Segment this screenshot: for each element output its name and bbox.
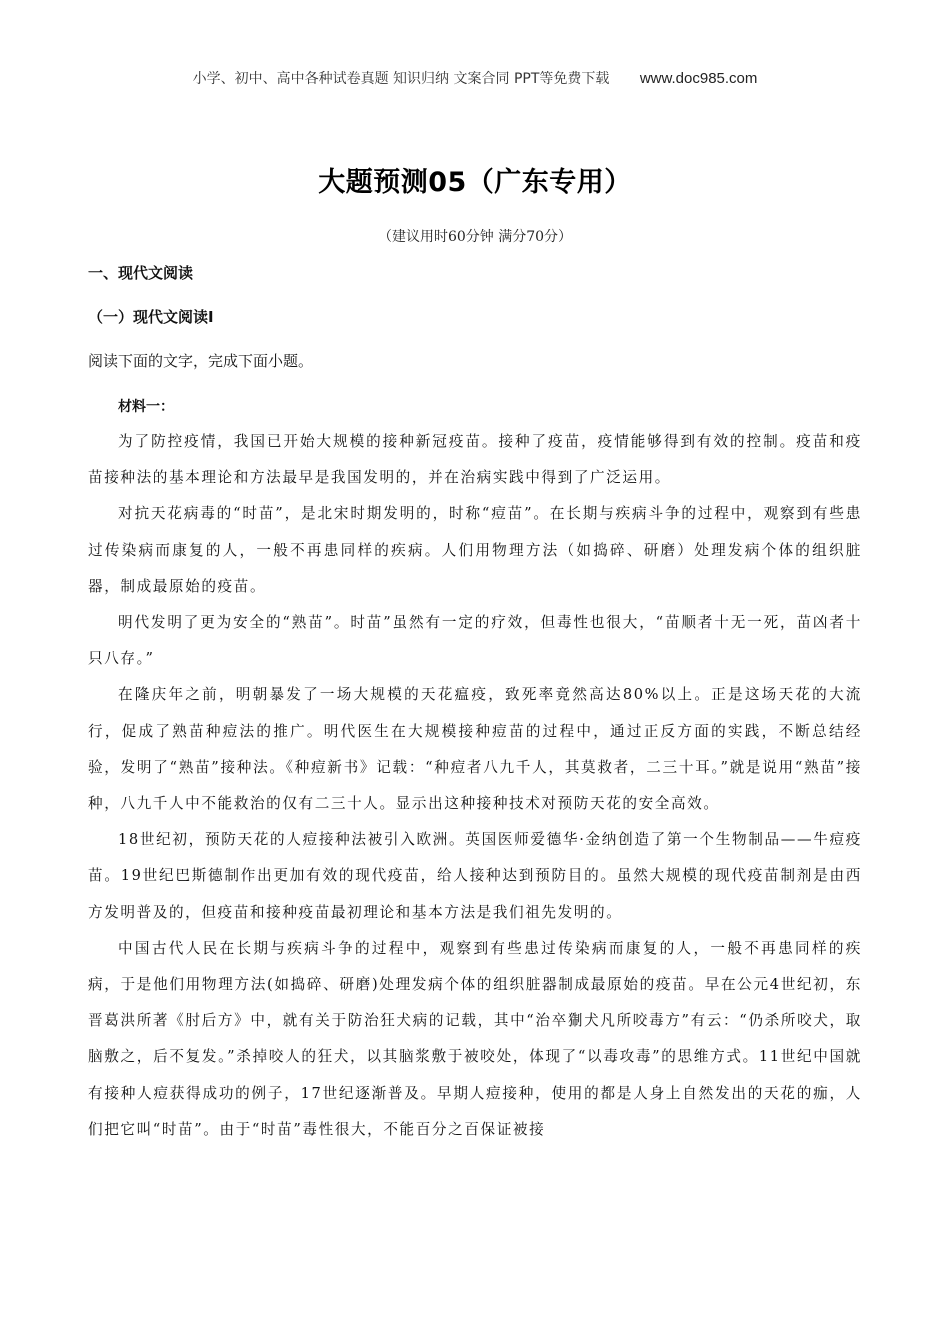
page-header [0,68,950,88]
header-site-link[interactable]: www.doc985.com [639,70,758,87]
document-subtitle: （建议用时60分钟 满分70分） [377,229,573,245]
section-heading-modern-reading: 一、现代文阅读 [88,264,194,282]
reading-instruction: 阅读下面的文字，完成下面小题。 [88,352,314,370]
paragraph: 为了防控疫情，我国已开始大规模的接种新冠疫苗。接种了疫苗，疫情能够得到有效的控制。疫苗和疫苗接种法的基本理论和方法最早是我国发明的，并在治病实践中得到了广泛运用。 [88,433,862,487]
material-label: 材料一： [118,399,174,415]
paragraph: 18世纪初，预防天花的人痘接种法被引入欧洲。英国医师爱德华·金纳创造了第一个生物制品——牛痘疫苗。19世纪巴斯德制作出更加有效的现代疫苗，给人接种达到预防目的。虽然大规模的现代疫苗制剂是由西方发明普及的，但疫苗和接种疫苗最初理论和基本方法是我们祖先发明的。 [88,831,862,921]
paragraph: 明代发明了更为安全的“熟苗”。时苗”虽然有一定的疗效，但毒性也很大，“苗顺者十无一死，苗凶者十只八存。” [88,614,862,668]
subsection-heading-reading-1: （一）现代文阅读Ⅰ [88,308,214,326]
document-title: 大题预测05（广东专用） [318,167,632,198]
paragraph: 在隆庆年之前，明朝暴发了一场大规模的天花瘟疫，致死率竟然高达80%以上。正是这场天花的大流行，促成了熟苗种痘法的推广。明代医生在大规模接种痘苗的过程中，通过正反方面的实践，不断总结经验，发明了“熟苗”接种法。《种痘新书》记载：“种痘者八九千人，其莫救者，二三十耳。”就是说用“熟苗”接种，八九千人中不能救治的仅有二三十人。显示出这种接种技术对预防天花的安全高效。 [88,686,862,813]
material-body [88,424,862,1148]
paragraph: 对抗天花病毒的“时苗”，是北宋时期发明的，时称“痘苗”。在长期与疾病斗争的过程中，观察到有些患过传染病而康复的人，一般不再患同样的疾病。人们用物理方法（如捣碎、研磨）处理发病个体的组织脏器，制成最原始的疫苗。 [88,505,862,595]
header-tagline: 小学、初中、高中各种试卷真题 知识归纳 文案合同 PPT等免费下载 [192,71,610,87]
paragraph: 中国古代人民在长期与疾病斗争的过程中，观察到有些患过传染病而康复的人，一般不再患同样的疾病，于是他们用物理方法(如捣碎、研磨)处理发病个体的组织脏器制成最原始的疫苗。早在公元4世纪初，东晋葛洪所著《肘后方》中，就有关于防治狂犬病的记载，其中“治卒猘犬凡所咬毒方”有云：“仍杀所咬犬，取脑敷之，后不复发。”杀掉咬人的狂犬，以其脑浆敷于被咬处，体现了“以毒攻毒”的思维方式。11世纪中国就有接种人痘获得成功的例子，17世纪逐渐普及。早期人痘接种，使用的都是人身上自然发出的天花的痂，人们把它叫“时苗”。由于“时苗”毒性很大，不能百分之百保证被接 [88,939,862,1138]
